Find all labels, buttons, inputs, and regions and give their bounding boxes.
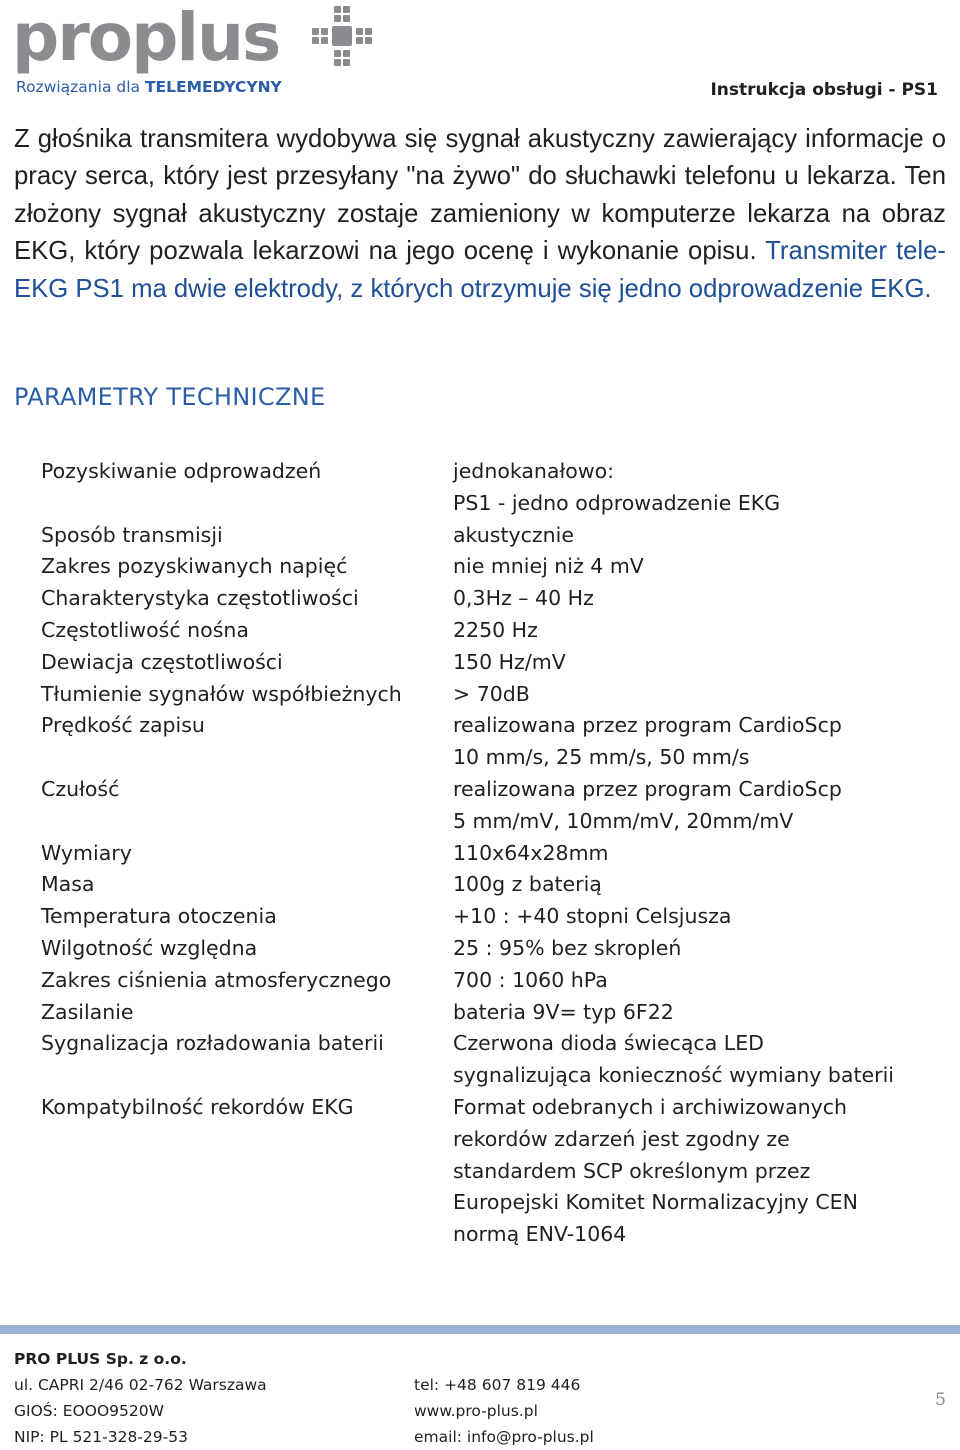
spec-label: Zasilanie [41,999,134,1024]
footer-nip: NIP: PL 521-328-29-53 [14,1428,188,1446]
spec-label: Temperatura otoczenia [41,904,277,929]
spec-label: Czułość [41,776,120,801]
spec-value [453,997,941,1029]
spec-row [41,679,941,711]
spec-value [453,933,941,965]
spec-label: Tłumienie sygnałów współbieżnych [41,681,402,706]
spec-value-line: 700 : 1060 hPa [453,967,608,992]
spec-label: Zakres ciśnienia atmosferycznego [41,967,392,992]
spec-label: Dewiacja częstotliwości [41,649,283,674]
spec-value [453,583,941,615]
logo-dots-icon [312,6,372,66]
spec-value [453,615,941,647]
spec-value [453,965,941,997]
spec-row [41,583,941,615]
footer-email-link[interactable]: email: info@pro-plus.pl [414,1428,594,1446]
spec-row [41,965,941,997]
page-number: 5 [935,1390,946,1410]
spec-row [41,647,941,679]
spec-value-line: Format odebranych i archiwizowanych [453,1094,848,1119]
spec-label: Pozyskiwanie odprowadzeń [41,459,322,483]
spec-label: Wymiary [41,840,132,865]
spec-row [41,933,941,965]
spec-value-line: normą ENV-1064 [453,1222,627,1247]
page-header [0,0,960,110]
spec-value [453,520,941,552]
spec-label: Wilgotność względna [41,935,258,960]
spec-value [453,456,941,520]
spec-value-line: jednokanałowo: [453,459,615,483]
footer-website-link[interactable]: www.pro-plus.pl [414,1402,538,1420]
spec-value [453,1028,941,1092]
footer-phone: tel: +48 607 819 446 [414,1376,581,1394]
footer-gios: GIOŚ: EOOO9520W [14,1402,164,1420]
section-title: PARAMETRY TECHNICZNE [14,383,326,411]
spec-value-line: > 70dB [453,681,530,706]
spec-value-line: 2250 Hz [453,617,538,642]
spec-value-line: Europejski Komitet Normalizacyjny CEN [453,1190,858,1215]
spec-row [41,520,941,552]
spec-value-line: 0,3Hz – 40 Hz [453,586,594,611]
spec-row [41,997,941,1029]
spec-row [41,901,941,933]
spec-label: Prędkość zapisu [41,713,205,738]
spec-value-line: 150 Hz/mV [453,649,566,674]
spec-label: Częstotliwość nośna [41,617,249,642]
spec-value [453,710,941,774]
spec-value-line: bateria 9V= typ 6F22 [453,999,674,1024]
spec-label: Sygnalizacja rozładowania baterii [41,1031,384,1056]
spec-value [453,1092,941,1251]
tagline-bold: TELEMEDYCYNY [144,78,282,96]
spec-value [453,901,941,933]
spec-value-line: PS1 - jedno odprowadzenie EKG [453,490,781,515]
spec-value-line: rekordów zdarzeń jest zgodny ze [453,1126,790,1151]
logo-tagline [16,78,282,96]
spec-value [453,647,941,679]
footer-address: ul. CAPRI 2/46 02-762 Warszawa [14,1376,267,1394]
spec-value-line: realizowana przez program CardioScp [453,713,842,738]
spec-value [453,869,941,901]
logo-wordmark: proplus [12,0,280,76]
spec-row [41,1028,941,1092]
intro-paragraph [14,121,946,308]
spec-value-line: Czerwona dioda świecąca LED [453,1031,764,1056]
spec-label: Zakres pozyskiwanych napięć [41,554,348,579]
spec-value-line: 100g z baterią [453,872,602,897]
spec-value-line: 10 mm/s, 25 mm/s, 50 mm/s [453,745,750,770]
spec-row [41,456,941,520]
footer-company: PRO PLUS Sp. z o.o. [14,1350,187,1368]
spec-value-line: realizowana przez program CardioScp [453,776,842,801]
spec-row [41,774,941,838]
spec-value [453,774,941,838]
spec-value-line: akustycznie [453,522,574,547]
spec-value-line: 25 : 95% bez skropleń [453,935,682,960]
intro-text-2: Transmiter tele-EKG PS1 ma dwie elektrody, z których otrzymuje się jedno odprowadzenie EKG. [14,237,946,303]
spec-value-line: standardem SCP określonym przez [453,1158,811,1183]
tagline-light: Rozwiązania dla [16,78,145,96]
spec-label: Charakterystyka częstotliwości [41,586,359,611]
spec-value-line: +10 : +40 stopni Celsjusza [453,904,732,929]
spec-row [41,615,941,647]
intro-text-1: Z głośnika transmitera wydobywa się sygnał akustyczny zawierający informacje o pracy serca, który jest przesyłany "na żywo" do słuchawki telefonu u lekarza. Ten złożony sygnał akustyczny zostaje zamieniony w komputerze lekarza na obraz EKG, który pozwala lekarzowi na jego ocenę i wykonanie opisu. [14,125,946,266]
spec-row [41,710,941,774]
spec-value [453,838,941,870]
spec-value-line: sygnalizująca konieczność wymiany baterii [453,1063,894,1088]
spec-row [41,551,941,583]
footer-divider [0,1325,960,1334]
document-title: Instrukcja obsługi - PS1 [710,80,938,100]
page-footer [0,1340,960,1450]
spec-value-line: nie mniej niż 4 mV [453,554,644,579]
spec-value-line: 5 mm/mV, 10mm/mV, 20mm/mV [453,808,794,833]
spec-value-line: 110x64x28mm [453,840,609,865]
spec-label: Masa [41,872,95,897]
spec-value [453,679,941,711]
spec-label: Kompatybilność rekordów EKG [41,1094,354,1119]
spec-table [41,456,941,1251]
spec-row [41,838,941,870]
spec-row [41,869,941,901]
spec-label: Sposób transmisji [41,522,223,547]
spec-value [453,551,941,583]
spec-row [41,1092,941,1251]
